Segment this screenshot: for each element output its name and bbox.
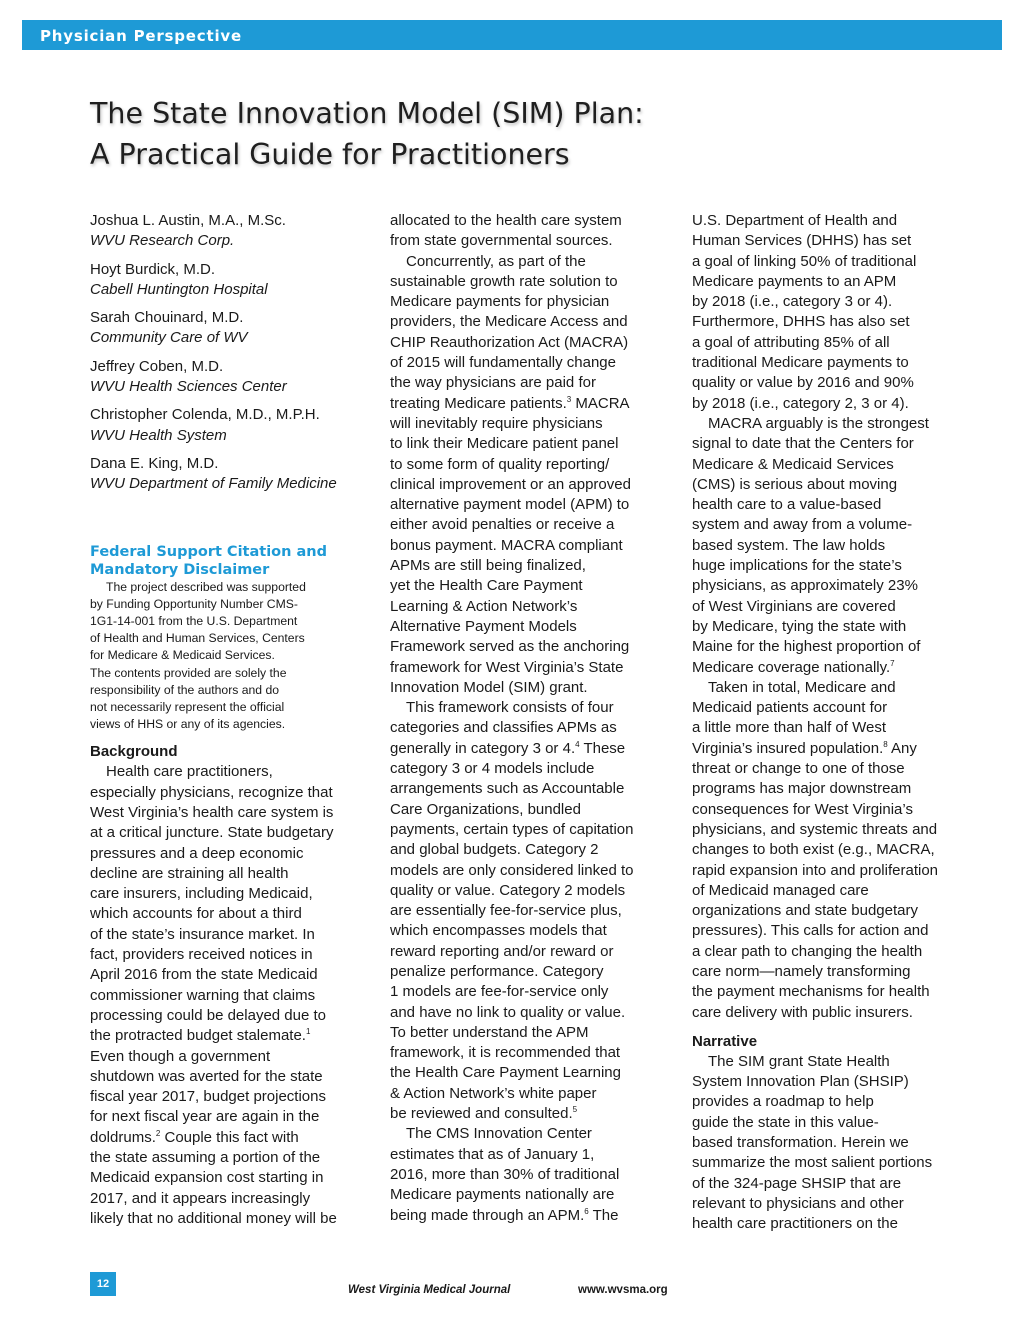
section-banner (22, 20, 1002, 50)
text-line: payments, certain types of capitation (390, 820, 634, 838)
text-line: for next fiscal year are again in the (90, 1108, 320, 1126)
text-line: a clear path to changing the health (692, 942, 923, 960)
text-line: by 2018 (i.e., category 3 or 4). (692, 293, 893, 311)
text-line: & Action Network’s white paper (390, 1084, 597, 1102)
text-line: programs has major downstream (692, 780, 912, 798)
text-line: a goal of linking 50% of traditional (692, 252, 917, 270)
text-line: Medicaid patients account for (692, 699, 888, 717)
author-name: Christopher Colenda, M.D., M.P.H. (90, 406, 320, 424)
text-line: April 2016 from the state Medicaid (90, 966, 318, 984)
text-line: framework, it is recommended that (390, 1044, 621, 1062)
text-line: 2016, more than 30% of traditional (390, 1165, 620, 1183)
background-text (90, 762, 365, 1229)
text-line: the Health Care Payment Learning (390, 1064, 621, 1082)
title-line: A Practical Guide for Practitioners (90, 138, 570, 171)
text-line: health care practitioners on the (692, 1215, 898, 1233)
text-line: relevant to physicians and other (692, 1194, 904, 1212)
author-name: Jeffrey Coben, M.D. (90, 357, 224, 375)
federal-support-heading (90, 543, 365, 579)
text-line (90, 1128, 365, 1148)
article-title (90, 93, 644, 175)
text-line (390, 1104, 665, 1124)
text-line: physicians, and systemic threats and (692, 820, 938, 838)
journal-name: West Virginia Medical Journal (348, 1284, 511, 1296)
text-line: and have no link to quality or value. (390, 1003, 626, 1021)
citation-5: 5 (572, 1105, 578, 1115)
text-line (390, 739, 665, 759)
text-line: 1G1-14-001 from the U.S. Department (90, 613, 298, 628)
text-line: Health care practitioners, (106, 763, 273, 781)
text-line: huge implications for the state’s (692, 557, 902, 575)
text-line: for Medicare & Medicaid Services. (90, 648, 275, 663)
author-affiliation: Community Care of WV (90, 329, 248, 347)
text-line: physicians, as approximately 23% (692, 577, 918, 595)
text-fragment: Medicare coverage nationally. (692, 658, 891, 676)
text-line: organizations and state budgetary (692, 902, 918, 920)
text-line: The CMS Innovation Center (406, 1125, 592, 1143)
text-line: Innovation Model (SIM) grant. (390, 678, 588, 696)
author-affiliation: Cabell Huntington Hospital (90, 280, 268, 298)
text-line: models are only considered linked to (390, 861, 634, 879)
citation-1: 1 (305, 1027, 311, 1037)
text-line: to link their Medicare patient panel (390, 435, 619, 453)
text-line: Even though a government (90, 1047, 271, 1065)
text-fragment: doldrums. (90, 1128, 156, 1146)
text-line: Framework served as the anchoring (390, 638, 630, 656)
text-line (390, 394, 665, 414)
text-line: pressures and a deep economic (90, 844, 304, 862)
text-line: yet the Health Care Payment (390, 577, 583, 595)
text-fragment: MACRA (571, 394, 630, 412)
author-affiliation: WVU Research Corp. (90, 232, 235, 250)
text-fragment: be reviewed and consulted. (390, 1105, 573, 1123)
citation-6: 6 (584, 1206, 589, 1216)
text-line: decline are straining all health (90, 864, 289, 882)
text-fragment: The (588, 1206, 619, 1224)
citation-4: 4 (575, 739, 580, 749)
text-line: category 3 or 4 models include (390, 760, 595, 778)
citation-2: 2 (155, 1128, 161, 1138)
text-line: Concurrently, as part of the (406, 252, 586, 270)
page-number: 12 (90, 1272, 116, 1296)
text-fragment: treating Medicare patients. (390, 394, 567, 412)
text-line: Learning & Action Network’s (390, 597, 578, 615)
author-name: Sarah Chouinard, M.D. (90, 309, 244, 327)
text-line: To better understand the APM (390, 1023, 589, 1041)
text-line: summarize the most salient portions (692, 1154, 933, 1172)
text-line: Medicare & Medicaid Services (692, 455, 894, 473)
text-line: not necessarily represent the official (90, 699, 285, 714)
text-line: responsibility of the authors and do (90, 682, 280, 697)
text-line: CHIP Reauthorization Act (MACRA) (390, 333, 629, 351)
text-line: arrangements such as Accountable (390, 780, 625, 798)
text-line: allocated to the health care system (390, 212, 622, 229)
text-line: based system. The law holds (692, 536, 886, 554)
text-line: the way physicians are paid for (390, 374, 596, 392)
author-block (90, 260, 365, 301)
text-line (90, 1026, 365, 1046)
text-line: by Funding Opportunity Number CMS- (90, 596, 298, 611)
text-line: quality or value. Category 2 models (390, 881, 626, 899)
text-fragment: being made through an APM. (390, 1206, 585, 1224)
column-right (692, 211, 972, 1235)
text-line: will inevitably require physicians (390, 414, 603, 432)
text-line: quality or value by 2016 and 90% (692, 374, 914, 392)
author-affiliation: WVU Health Sciences Center (90, 378, 287, 396)
text-line: Alternative Payment Models (390, 617, 577, 635)
text-line: Medicaid expansion cost starting in (90, 1169, 324, 1187)
section-label: Physician Perspective (40, 27, 242, 45)
text-line: MACRA arguably is the strongest (708, 414, 929, 432)
text-line: are essentially fee-for-service plus, (390, 902, 622, 920)
author-name: Joshua L. Austin, M.A., M.Sc. (90, 212, 286, 229)
text-line: 1 models are fee-for-service only (390, 983, 609, 1001)
author-affiliation: WVU Health System (90, 426, 227, 444)
author-block (90, 357, 365, 398)
text-line: The project described was supported (106, 579, 306, 594)
text-line: provides a roadmap to help (692, 1093, 874, 1111)
text-line: at a critical juncture. State budgetary (90, 824, 334, 842)
text-line: views of HHS or any of its agencies. (90, 717, 286, 732)
text-line: fiscal year 2017, budget projections (90, 1088, 326, 1106)
text-line: of Health and Human Services, Centers (90, 631, 305, 646)
background-heading: Background (90, 743, 178, 761)
text-line: traditional Medicare payments to (692, 354, 909, 372)
text-line: rapid expansion into and proliferation (692, 861, 938, 879)
text-line: This framework consists of four (406, 699, 614, 717)
text-line: sustainable growth rate solution to (390, 272, 618, 290)
text-line: threat or change to one of those (692, 760, 905, 778)
citation-8: 8 (883, 739, 888, 749)
text-line: Care Organizations, bundled (390, 800, 581, 818)
text-line: which encompasses models that (390, 922, 607, 940)
author-block (90, 454, 365, 495)
text-line: by Medicare, tying the state with (692, 617, 907, 635)
author-block (90, 211, 365, 252)
heading-line: Federal Support Citation and (90, 543, 327, 560)
text-line: providers, the Medicare Access and (390, 313, 628, 331)
text-line: a goal of attributing 85% of all (692, 333, 890, 351)
text-line: of Medicaid managed care (692, 881, 869, 899)
author-name: Dana E. King, M.D. (90, 454, 219, 472)
text-line: U.S. Department of Health and (692, 212, 898, 229)
column-middle (390, 211, 665, 1226)
text-line: processing could be delayed due to (90, 1006, 327, 1024)
text-line: System Innovation Plan (SHSIP) (692, 1073, 909, 1091)
text-line: reward reporting and/or reward or (390, 942, 614, 960)
text-line: the payment mechanisms for health (692, 983, 930, 1001)
text-line: Maine for the highest proportion of (692, 638, 921, 656)
text-line: from state governmental sources. (390, 232, 613, 250)
text-line: The SIM grant State Health (708, 1052, 890, 1070)
text-line: Medicare payments nationally are (390, 1186, 615, 1204)
text-line: of West Virginians are covered (692, 597, 896, 615)
text-fragment: Virginia’s insured population. (692, 739, 884, 757)
text-line: changes to both exist (e.g., MACRA, (692, 841, 935, 859)
text-line: categories and classifies APMs as (390, 719, 617, 737)
text-line: Furthermore, DHHS has also set (692, 313, 910, 331)
text-line: West Virginia’s health care system is (90, 803, 334, 821)
text-line: care norm—namely transforming (692, 962, 911, 980)
text-line: commissioner warning that claims (90, 986, 316, 1004)
title-line: The State Innovation Model (SIM) Plan: (90, 97, 644, 130)
text-fragment: generally in category 3 or 4. (390, 739, 576, 757)
text-line: Taken in total, Medicare and (708, 678, 896, 696)
text-line: alternative payment model (APM) to (390, 496, 630, 514)
text-line: consequences for West Virginia’s (692, 800, 913, 818)
text-line: the state assuming a portion of the (90, 1149, 321, 1167)
text-line: especially physicians, recognize that (90, 783, 333, 801)
text-line: 2017, and it appears increasingly (90, 1189, 311, 1207)
text-fragment: These (579, 739, 626, 757)
citation-3: 3 (566, 394, 572, 404)
text-line: The contents provided are solely the (90, 665, 287, 680)
column-left (90, 211, 365, 1229)
text-line: Medicare payments to an APM (692, 272, 897, 290)
text-line (390, 1206, 665, 1226)
federal-support-text (90, 579, 365, 734)
text-line (692, 658, 972, 678)
text-line: based transformation. Herein we (692, 1134, 909, 1152)
text-line: penalize performance. Category (390, 962, 604, 980)
text-line (692, 739, 972, 759)
author-block (90, 405, 365, 446)
text-fragment: Any (887, 739, 917, 757)
text-fragment: Couple this fact with (160, 1128, 299, 1146)
author-affiliation: WVU Department of Family Medicine (90, 475, 337, 493)
text-line: pressures). This calls for action and (692, 922, 929, 940)
text-line: care delivery with public insurers. (692, 1003, 913, 1021)
author-block (90, 308, 365, 349)
text-line: to some form of quality reporting/ (390, 455, 610, 473)
text-line: of 2015 will fundamentally change (390, 354, 616, 372)
text-line: by 2018 (i.e., category 2, 3 or 4). (692, 394, 909, 412)
text-line: Medicare payments for physician (390, 293, 610, 311)
text-line: likely that no additional money will be (90, 1209, 337, 1227)
narrative-heading: Narrative (692, 1032, 758, 1050)
text-line: shutdown was averted for the state (90, 1067, 323, 1085)
text-line: a little more than half of West (692, 719, 886, 737)
journal-website: www.wvsma.org (578, 1284, 668, 1296)
text-line: Human Services (DHHS) has set (692, 232, 912, 250)
text-line: care insurers, including Medicaid, (90, 885, 313, 903)
text-line: guide the state in this value- (692, 1113, 879, 1131)
text-line: framework for West Virginia’s State (390, 658, 624, 676)
heading-line: Mandatory Disclaimer (90, 561, 270, 578)
text-line: estimates that as of January 1, (390, 1145, 595, 1163)
text-line: signal to date that the Centers for (692, 435, 914, 453)
text-line: and global budgets. Category 2 (390, 841, 599, 859)
text-line: of the 324-page SHSIP that are (692, 1174, 902, 1192)
text-line: system and away from a volume- (692, 516, 913, 534)
author-name: Hoyt Burdick, M.D. (90, 260, 216, 278)
citation-7: 7 (890, 658, 895, 668)
text-line: health care to a value-based (692, 496, 882, 514)
text-line: fact, providers received notices in (90, 946, 313, 964)
text-line: bonus payment. MACRA compliant (390, 536, 623, 554)
text-line: clinical improvement or an approved (390, 475, 631, 493)
text-line: either avoid penalties or receive a (390, 516, 615, 534)
text-line: APMs are still being finalized, (390, 557, 586, 575)
text-line: of the state’s insurance market. In (90, 925, 315, 943)
text-line: which accounts for about a third (90, 905, 302, 923)
text-fragment: the protracted budget stalemate. (90, 1027, 306, 1045)
text-line: (CMS) is serious about moving (692, 475, 898, 493)
